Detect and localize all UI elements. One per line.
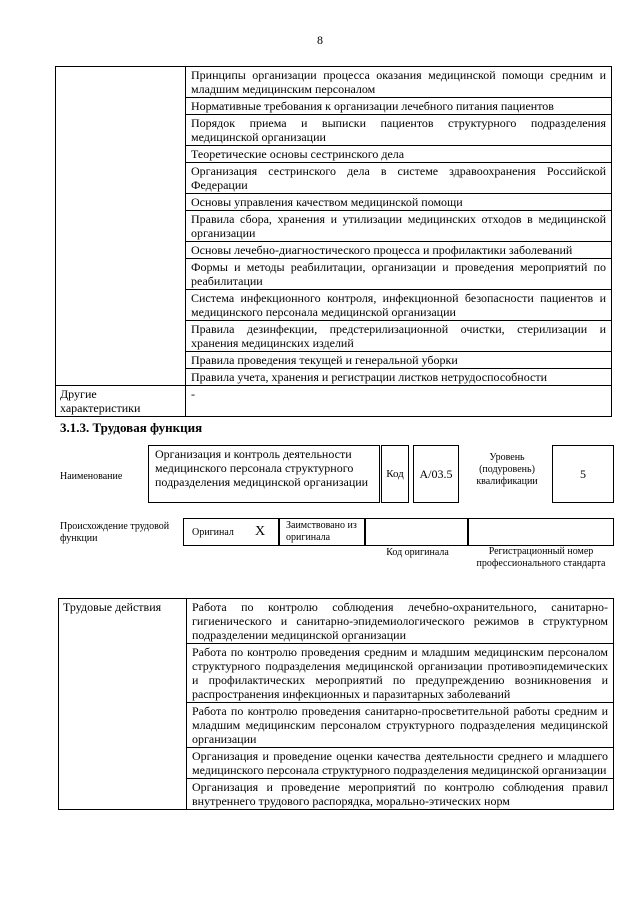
page-number: 8 (317, 33, 323, 47)
table-cell: Порядок приема и выписки пациентов структурного подразделения медицинской организации (186, 115, 612, 146)
section-heading: 3.1.3. Трудовая функция (60, 420, 203, 435)
original-cell (183, 518, 279, 546)
borrowed-label: Заимствовано из оригинала (286, 520, 357, 543)
table-cell: Основы управления качеством медицинской помощи (186, 194, 612, 211)
table-cell: Работа по контролю соблюдения лечебно-охранительного, санитарно-гигиенического и санитарно-эпидемиологического режимов в структурном подразделении медицинской организации (187, 599, 614, 644)
table-cell: Правила учета, хранения и регистрации листков нетрудоспособности (186, 369, 612, 386)
origin-label: Происхождение трудовой функции (60, 521, 170, 544)
table-cell: Теоретические основы сестринского дела (186, 146, 612, 163)
table-cell: Нормативные требования к организации лечебного питания пациентов (186, 98, 612, 115)
table-cell: Формы и методы реабилитации, организации и проведения мероприятий по реабилитации (186, 259, 612, 290)
table-cell: Правила сбора, хранения и утилизации медицинских отходов в медицинской организации (186, 211, 612, 242)
origin-code-cell (365, 518, 468, 546)
reg-number-caption: Регистрационный номер профессионального стандарта (476, 546, 606, 569)
table-row (56, 386, 612, 417)
labor-actions-label: Трудовые действия (59, 599, 187, 810)
table-cell: Основы лечебно-диагностического процесса и профилактики заболеваний (186, 242, 612, 259)
original-label: Оригинал (192, 527, 234, 538)
table-row (56, 67, 612, 98)
table-row (59, 599, 614, 644)
origin-code-caption: Код оригинала (386, 547, 449, 558)
labor-actions-table (58, 598, 614, 810)
level-value: 5 (552, 445, 614, 503)
code-value: A/03.5 (413, 445, 459, 503)
original-mark: X (255, 524, 266, 539)
table-cell: Организация и проведение мероприятий по контролю соблюдения правил внутреннего трудового распорядка, морально-этических норм (187, 779, 614, 810)
table-cell: Организация и проведение оценки качества деятельности среднего и младшего медицинского персонала структурного подразделения медицинской организации (187, 748, 614, 779)
table-cell: Правила проведения текущей и генеральной уборки (186, 352, 612, 369)
knowledge-table (55, 66, 612, 417)
borrowed-cell (279, 518, 365, 546)
other-characteristics-value: - (186, 386, 612, 417)
table-cell: Принципы организации процесса оказания медицинской помощи средним и младшим медицинским персоналом (186, 67, 612, 98)
name-label: Наименование (60, 471, 123, 482)
code-label: Код (381, 445, 409, 503)
table-cell: Работа по контролю проведения санитарно-просветительной работы средним и младшим медицинским персоналом структурного подразделения медицинской организации (187, 703, 614, 748)
level-label: Уровень (подуровень) квалификации (476, 452, 538, 487)
table-cell: Правила дезинфекции, предстерилизационной очистки, стерилизации и хранения медицинских изделий (186, 321, 612, 352)
reg-number-cell (468, 518, 614, 546)
other-characteristics-label: Другие характеристики (56, 386, 186, 417)
function-name: Организация и контроль деятельности медицинского персонала структурного подразделения медицинской организации (148, 445, 380, 503)
table-cell: Работа по контролю проведения средним и младшим медицинским персоналом структурного подразделения медицинской организации противоэпидемических и профилактических мероприятий по предупреждению возникновения и распространения инфекционных и паразитарных заболеваний (187, 644, 614, 703)
table-cell: Система инфекционного контроля, инфекционной безопасности пациентов и медицинского персонала медицинской организации (186, 290, 612, 321)
table-cell: Организация сестринского дела в системе здравоохранения Российской Федерации (186, 163, 612, 194)
